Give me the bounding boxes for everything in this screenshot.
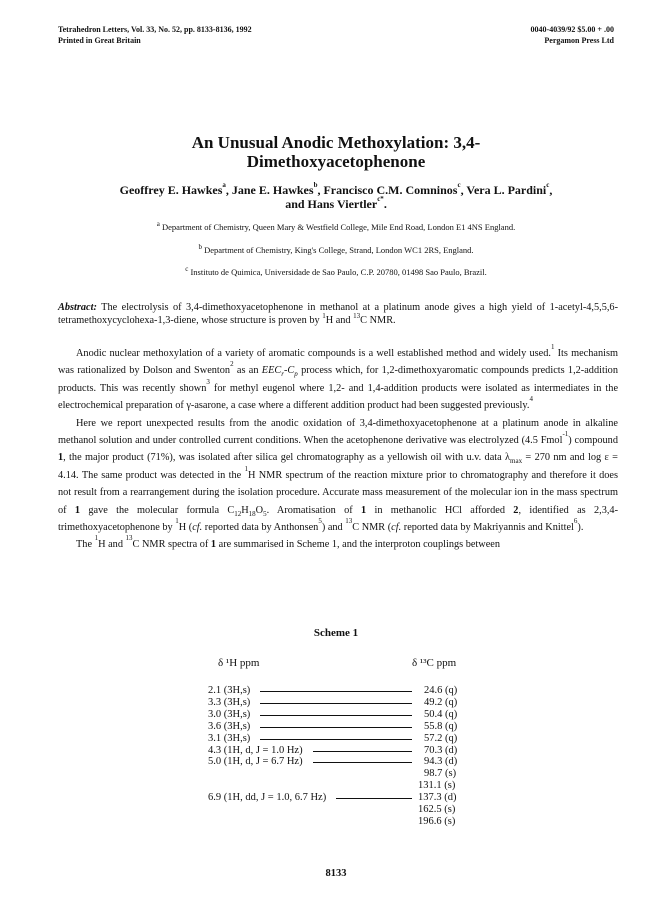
text-run: Anodic nuclear methoxylation of a variety of aromatic compounds is a well established method and widely used. xyxy=(76,348,551,359)
text-run: H xyxy=(241,504,249,516)
text-run: Its mechanism was rationalized by Dolson and Swenton xyxy=(58,348,618,377)
h-shift-value: 5.0 (1H, d, J = 6.7 Hz) xyxy=(208,756,303,768)
text-run: , identified as 2,3,4-trimethoxyacetophenone by xyxy=(58,504,618,534)
correlation-line xyxy=(260,715,412,716)
affiliation-text: Department of Chemistry, King's College, Strand, London WC1 2RS, England. xyxy=(204,245,474,255)
abstract-label: Abstract: xyxy=(58,302,97,313)
superscript: -1 xyxy=(562,430,569,439)
c-shift-value: 70.3 (d) xyxy=(424,744,458,756)
text-run: H NMR spectrum of the reaction mixture prior to chromatography and therefore it does not result from a rearrangement during the isolation procedure. Accurate mass measurement of the molecular ion in the mass spectrum of xyxy=(58,469,618,516)
text-run: ) compound xyxy=(568,435,618,447)
compound-number: 2 xyxy=(513,504,519,516)
author-affiliation-mark: a xyxy=(222,181,226,189)
italic-run: cf. xyxy=(391,522,402,534)
c-shift-value: 162.5 (s) xyxy=(418,804,456,815)
citation-ref: 3 xyxy=(206,377,210,386)
paragraph-1 xyxy=(58,345,618,415)
text-run: . Aromatisation of xyxy=(266,504,361,516)
text-run: , the major product (71%), was isolated after silica gel chromatography as a yellowish oil with u.v. data λ xyxy=(63,452,511,464)
subscript: max xyxy=(510,457,523,466)
affiliation-text: Instituto de Quimica, Universidade de Sao Paulo, C.P. 20780, 01498 Sao Paulo, Brazil. xyxy=(190,267,487,277)
text-run: reported data by Makriyannis and Knittel xyxy=(401,522,574,534)
correlation-line xyxy=(260,691,412,692)
affiliation-mark: a xyxy=(156,220,160,228)
c-shift-value: 55.8 (q) xyxy=(424,720,458,732)
abstract-text: C NMR. xyxy=(360,315,396,326)
affiliation-mark: c xyxy=(185,265,189,273)
body-text xyxy=(58,345,618,554)
citation-ref: 6 xyxy=(573,517,578,526)
citation-ref: 1 xyxy=(550,343,555,351)
c-shift-value: 24.6 (q) xyxy=(424,685,458,696)
c-shift-value: 98.7 (s) xyxy=(424,768,457,780)
subscript: r xyxy=(281,370,284,379)
c-nmr-column-header: δ ¹³C ppm xyxy=(412,657,457,669)
author-affiliation-mark: c* xyxy=(377,195,384,203)
italic-run: cf. xyxy=(192,522,203,534)
journal-code xyxy=(531,24,614,46)
superscript: 1 xyxy=(244,464,248,473)
author-name: Hans Viertler xyxy=(307,197,378,211)
text-run: ). xyxy=(577,522,584,534)
c-shift-value: 94.3 (d) xyxy=(424,756,458,768)
text-run: = 270 nm and log ε = 4.14. The same product was detected in the xyxy=(58,452,618,481)
h-shift-value: 2.1 (3H,s) xyxy=(208,685,251,696)
abstract xyxy=(58,301,618,327)
h-shift-value: 3.6 (3H,s) xyxy=(208,720,251,732)
c-shift-value: 49.2 (q) xyxy=(424,696,458,708)
price-line: 0040-4039/92 $5.00 + .00 xyxy=(530,25,614,34)
h-shift-value: 4.3 (1H, d, J = 1.0 Hz) xyxy=(208,744,303,756)
text-run: H and xyxy=(98,539,126,551)
abstract-text: The electrolysis of 3,4-dimethoxyacetophenone in methanol at a platinum anode gives a high yield of 1-acetyl-4,5,5,6-tetramethoxycyclohexa-1,3-diene, whose structure is proven by xyxy=(58,302,618,326)
compound-number: 1 xyxy=(58,452,64,464)
publisher-line: Pergamon Press Ltd xyxy=(544,36,614,45)
text-run: O xyxy=(255,504,264,516)
text-run: C NMR spectra of xyxy=(132,539,211,551)
superscript: 13 xyxy=(345,517,353,526)
author-list: Geoffrey E. Hawkes$^a$, Jane E. Hawkes$^b$, Francisco C.M. Comninos$^c$, Vera L. Pardini$^c$, and Hans Viertler$^{c*}$. xyxy=(119,181,553,211)
author-name: Geoffrey E. Hawkes xyxy=(119,183,223,197)
text-run: ) and xyxy=(321,522,346,534)
affiliation-text: Department of Chemistry, Queen Mary & Westfield College, Mile End Road, London E1 4NS England. xyxy=(162,222,516,232)
paragraph-2 xyxy=(58,415,618,537)
affiliation-c xyxy=(0,267,672,278)
text-run: as an xyxy=(233,365,262,377)
correlation-line xyxy=(336,798,412,799)
c-shift-value: 131.1 (s) xyxy=(418,780,456,792)
journal-citation xyxy=(58,24,252,46)
affiliation-b xyxy=(0,245,672,256)
author-name: Vera L. Pardini xyxy=(466,183,547,197)
c-shift-value: 196.6 (s) xyxy=(418,815,456,827)
superscript: 13 xyxy=(353,312,361,320)
text-run: H ( xyxy=(178,522,193,534)
paper-title xyxy=(0,133,672,171)
author-name: Jane E. Hawkes xyxy=(231,183,314,197)
author-affiliation-mark: b xyxy=(313,181,318,189)
text-run: are summarised in Scheme 1, and the interproton couplings between xyxy=(216,539,501,551)
author-affiliation-mark: c xyxy=(457,181,461,189)
scheme-title: Scheme 1 xyxy=(313,627,359,639)
citation-line: Tetrahedron Letters, Vol. 33, No. 52, pp. 8133-8136, 1992 xyxy=(58,25,252,34)
title-line-2: Dimethoxyacetophenone xyxy=(246,152,426,171)
author-name: Francisco C.M. Comninos xyxy=(323,183,458,197)
citation-ref: 2 xyxy=(230,360,234,369)
superscript: 13 xyxy=(125,534,133,543)
title-line-1: An Unusual Anodic Methoxylation: 3,4- xyxy=(191,133,481,152)
h-nmr-column-header: δ ¹H ppm xyxy=(218,657,260,669)
citation-ref: 4 xyxy=(529,395,533,404)
subscript: 18 xyxy=(248,509,256,518)
paragraph-3 xyxy=(58,536,618,553)
c-shift-value: 57.2 (q) xyxy=(424,732,458,744)
superscript: 1 xyxy=(94,534,99,543)
affiliation-a xyxy=(0,222,672,233)
text-run: gave the molecular formula C xyxy=(80,504,235,516)
correlation-line xyxy=(260,703,412,704)
h-shift-value: 3.3 (3H,s) xyxy=(208,696,251,708)
page-number: 8133 xyxy=(325,868,347,879)
correlation-line xyxy=(313,751,412,752)
superscript: 1 xyxy=(322,312,326,320)
text-run: in methanolic HCl afforded xyxy=(366,504,514,516)
text-run: C NMR ( xyxy=(352,522,392,534)
italic-run: -C xyxy=(283,365,295,377)
h-shift-value: 6.9 (1H, dd, J = 1.0, 6.7 Hz) xyxy=(208,792,327,804)
text-run: reported data by Anthonsen xyxy=(202,522,319,534)
author-affiliation-mark: c xyxy=(546,181,550,189)
subscript: 12 xyxy=(234,509,242,518)
citation-ref: 5 xyxy=(318,517,322,526)
correlation-line xyxy=(313,762,412,763)
compound-number: 1 xyxy=(361,504,367,516)
subscript: 5 xyxy=(263,509,267,518)
italic-run: EEC xyxy=(261,365,282,377)
correlation-line xyxy=(260,739,412,740)
text-run: for methyl eugenol where 1,2- and 1,4-addition products were isolated as intermediates in the electrochemical preparation of γ-asarone, a case where a different addition product had been suggested previously. xyxy=(58,382,619,412)
h-shift-value: 3.1 (3H,s) xyxy=(208,732,251,744)
compound-number: 1 xyxy=(210,539,217,551)
affiliation-mark: b xyxy=(198,243,202,251)
correlation-line xyxy=(260,727,412,728)
text-run: process which, for 1,2-dimethoxyaromatic compounds predicts 1,2-addition products. This was recently shown xyxy=(58,365,618,394)
superscript: 1 xyxy=(175,517,179,526)
c-shift-value: 50.4 (q) xyxy=(424,708,458,720)
printed-in-line: Printed in Great Britain xyxy=(58,36,141,45)
compound-number: 1 xyxy=(74,504,81,516)
abstract-text: H and xyxy=(325,315,354,326)
c-shift-value: 137.3 (d) xyxy=(418,792,457,804)
h-shift-value: 3.0 (3H,s) xyxy=(208,708,251,720)
author-conjunction: and xyxy=(285,197,305,211)
text-run: Here we report unexpected results from the anodic oxidation of 3,4-dimethoxyacetophenone at a platinum anode in alkaline methanol solution and under controlled current conditions. When the acetophenone derivative was electrolyzed (4.5 Fmol xyxy=(58,417,618,447)
text-run: The xyxy=(76,539,95,551)
subscript: p xyxy=(294,370,298,379)
